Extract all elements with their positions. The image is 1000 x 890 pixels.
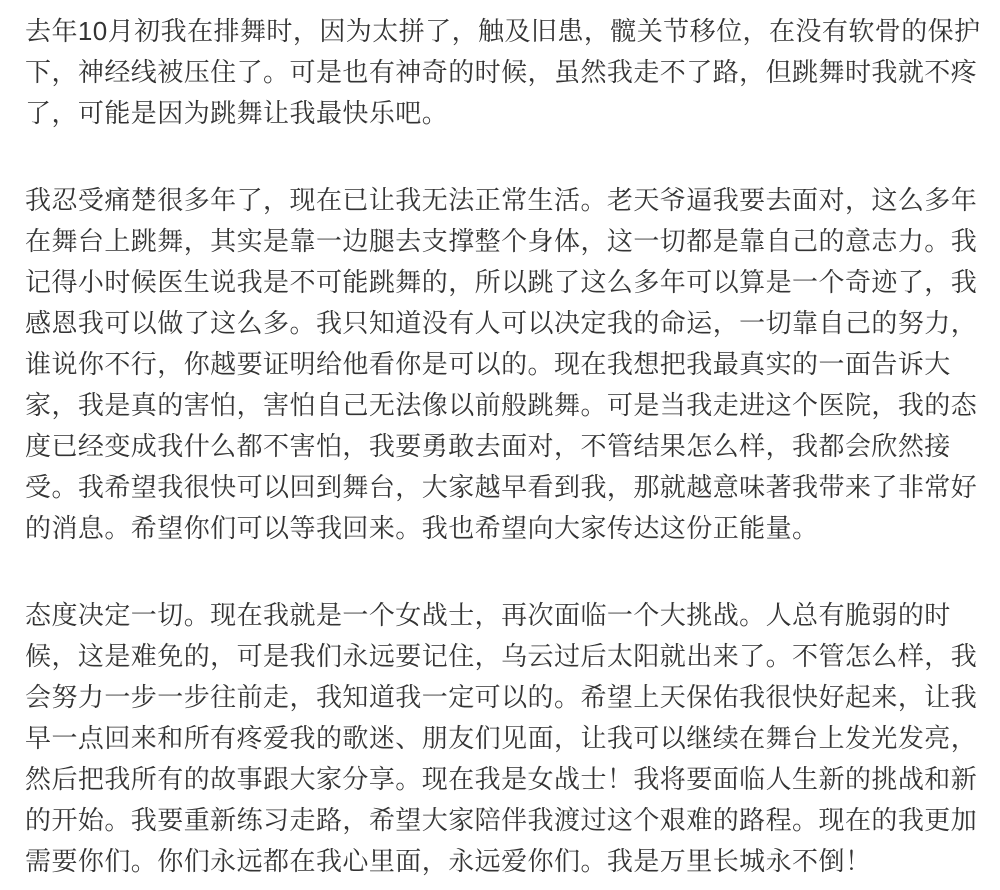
paragraph-2: [25, 180, 978, 549]
text-line: 然后把我所有的故事跟大家分享。现在我是女战士！我将要面临人生新的挑战和新: [25, 764, 978, 794]
text-line: 态度决定一切。现在我就是一个女战士，再次面临一个大挑战。人总有脆弱的时: [25, 600, 951, 630]
text-line: 度已经变成我什么都不害怕，我要勇敢去面对，不管结果怎么样，我都会欣然接: [25, 431, 951, 461]
text-line: 候，这是难免的，可是我们永远要记住，乌云过后太阳就出来了。不管怎么样，我: [25, 641, 978, 671]
text-line: 早一点回来和所有疼爱我的歌迷、朋友们见面，让我可以继续在舞台上发光发亮，: [25, 723, 978, 753]
text-line: 我忍受痛楚很多年了，现在已让我无法正常生活。老天爷逼我要去面对，这么多年: [25, 185, 978, 215]
text-line: 了，可能是因为跳舞让我最快乐吧。: [25, 98, 449, 128]
text-line: 谁说你不行，你越要证明给他看你是可以的。现在我想把我最真实的一面告诉大: [25, 349, 951, 379]
text-line: 在舞台上跳舞，其实是靠一边腿去支撑整个身体，这一切都是靠自己的意志力。我: [25, 226, 978, 256]
text-line: 感恩我可以做了这么多。我只知道没有人可以决定我的命运，一切靠自己的努力，: [25, 308, 978, 338]
text-line: 的消息。希望你们可以等我回来。我也希望向大家传达这份正能量。: [25, 513, 819, 543]
text-line: 受。我希望我很快可以回到舞台，大家越早看到我，那就越意味著我带来了非常好: [25, 472, 978, 502]
paragraph-1: [25, 11, 981, 134]
text-line: 记得小时候医生说我是不可能跳舞的，所以跳了这么多年可以算是一个奇迹了，我: [25, 267, 978, 297]
paragraph-3: [25, 595, 978, 882]
text-line: 家，我是真的害怕，害怕自己无法像以前般跳舞。可是当我走进这个医院，我的态: [25, 390, 978, 420]
text-line: 需要你们。你们永远都在我心里面，永远爱你们。我是万里长城永不倒！: [25, 846, 872, 876]
article-text: [25, 11, 981, 882]
text-line: 去年10月初我在排舞时，因为太拼了，触及旧患，髋关节移位，在没有软骨的保护: [25, 16, 981, 46]
text-line: 的开始。我要重新练习走路，希望大家陪伴我渡过这个艰难的路程。现在的我更加: [25, 805, 978, 835]
text-line: 下，神经线被压住了。可是也有神奇的时候，虽然我走不了路，但跳舞时我就不疼: [25, 57, 978, 87]
text-line: 会努力一步一步往前走，我知道我一定可以的。希望上天保佑我很快好起来，让我: [25, 682, 978, 712]
